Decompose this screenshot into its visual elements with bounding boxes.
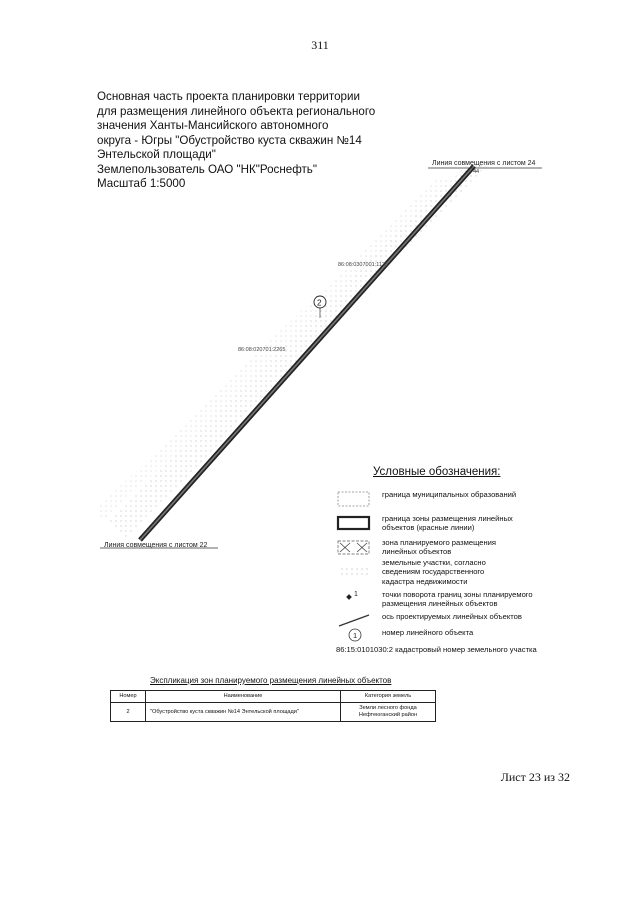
object-number-label: 2 [317, 298, 322, 308]
header-category: Категория земель [341, 691, 436, 703]
drawing-title-block: Основная часть проекта планировки территории для размещения линейного объекта регионального значения Ханты-Мансийского автономного округа - Югры "Обустройство куста скважин №14 Энтельской площади" Землепользователь ОАО "НК"Роснефть" Масштаб 1:5000 [97, 90, 376, 190]
row-number: 2 [111, 703, 146, 722]
legend-text: граница муниципальных образований [382, 490, 517, 499]
legend-text: зона планируемого размещения линейных объектов [382, 538, 497, 557]
corridor-axis [140, 166, 474, 540]
match-line-top-point: 44 [473, 169, 480, 175]
legend-item-land-plots [336, 558, 576, 588]
turn-point-number: 1 [354, 591, 358, 598]
land-plots-dotted-symbol [336, 558, 372, 586]
row-name: "Обустройство куста скважин №14 Энтельской площади" [146, 703, 341, 722]
legend-cadastral-example: 86:15:0101030:2 кадастровый номер земельного участка [336, 645, 537, 654]
legend-text: граница зоны размещения линейных объектов (красные линии) [382, 514, 513, 533]
explication-table [110, 690, 436, 722]
match-line-top-label: Линия совмещения с листом 24 [432, 160, 536, 167]
cadastral-label-lower: 86:08:020701:2265 [238, 347, 286, 353]
object-number-circle-label: 1 [353, 631, 358, 640]
table-row [111, 703, 436, 722]
legend-text: земельные участки, согласно сведениям государственного кадастра недвижимости [382, 558, 486, 586]
explication-title: Экспликация зон планируемого размещения линейных объектов [150, 676, 392, 685]
page-number: 311 [311, 38, 329, 52]
header-name: Наименование [146, 691, 341, 703]
explication-header-row [111, 691, 436, 703]
sheet-number: Лист 23 из 32 [500, 770, 570, 784]
legend-title: Условные обозначения: [373, 466, 501, 478]
legend-text: ось проектируемых линейных объектов [382, 612, 522, 621]
row-category: Земли лесного фонда Нефтеюганский район [341, 703, 436, 722]
header-number: Номер [111, 691, 146, 703]
cadastral-label-upper: 86:08:0307001:1125 [338, 262, 389, 268]
legend-text: номер линейного объекта [382, 628, 474, 637]
match-line-bottom-label: Линия совмещения с листом 22 [104, 542, 208, 549]
legend-text: точки поворота границ зоны планируемого размещения линейных объектов [382, 590, 533, 609]
